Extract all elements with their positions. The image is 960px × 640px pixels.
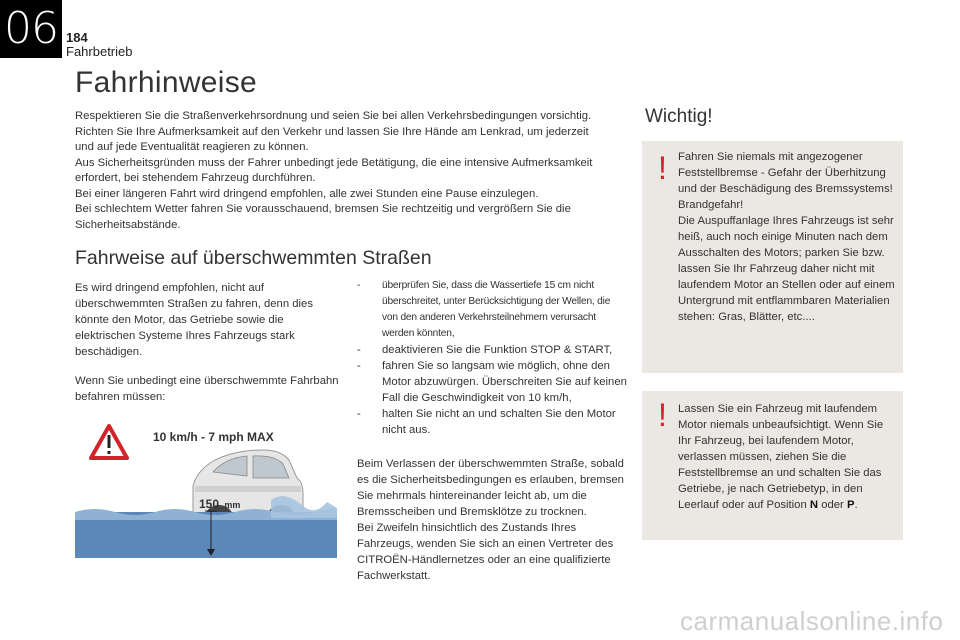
list-item-text: überprüfen Sie, dass die Wassertiefe 15 cm nicht überschreitet, unter Berücksichtigung der Wellen, die von den anderen Verkehrsteilnehmern verursacht werden könnten,	[382, 280, 611, 339]
flood-left-column	[75, 280, 345, 418]
list-item-text: halten Sie nicht an und schalten Sie den Motor nicht aus.	[382, 408, 616, 436]
flood-condition-text: Wenn Sie unbedingt eine überschwemmte Fahrbahn befahren müssen:	[75, 375, 339, 403]
warning-text-or: oder	[821, 499, 844, 511]
intro-line: Richten Sie Ihre Aufmerksamkeit auf den Verkehr und lassen Sie Ihre Hände am Lenkrad, um jederzeit	[75, 125, 589, 138]
warning-text-body: Lassen Sie ein Fahrzeug mit laufendem Motor niemals unbeaufsichtigt. Wenn Sie Ihr Fahrzeug, bei laufendem Motor, verlassen müssen, ziehen Sie die Feststellbremse an und schalten Sie das Getriebe, je nach Getriebetyp, in den Leerlauf oder auf Position	[678, 403, 884, 511]
flooded-road-illustration	[75, 420, 337, 558]
depth-value: 150	[199, 497, 220, 511]
list-item	[357, 342, 627, 358]
svg-text:150 mm	[199, 497, 240, 511]
exclamation-icon: !	[658, 397, 667, 433]
list-item	[357, 358, 627, 406]
gear-position-n: N	[809, 499, 819, 511]
watermark: carmanualsonline.info	[680, 606, 944, 636]
page-number: 184	[66, 30, 88, 45]
warning-box-parking-brake	[642, 141, 903, 373]
intro-line: Respektieren Sie die Straßenverkehrsordnung und seien Sie bei allen Verkehrsbedingungen vorsichtig.	[75, 110, 592, 122]
flood-right-column	[357, 278, 627, 584]
intro-line: Bei schlechtem Wetter fahren Sie vorausschauend, bremsen Sie rechtzeitig und vergrößern Sie die	[75, 203, 571, 215]
depth-unit: mm	[224, 500, 241, 510]
list-dash: -	[357, 408, 361, 420]
intro-line: erfordert, bei stehendem Fahrzeug durchführen.	[75, 172, 316, 184]
list-item-text: fahren Sie so langsam wie möglich, ohne den Motor abzuwürgen. Überschreiten Sie auf keinen Fall die Geschwindigkeit von 10 km/h,	[382, 360, 627, 404]
exclamation-icon: !	[658, 150, 667, 186]
section-label: Fahrbetrieb	[66, 44, 133, 59]
list-item	[357, 278, 627, 342]
intro-paragraph	[75, 109, 635, 233]
warning-box-unattended	[642, 391, 903, 540]
warning-text	[678, 401, 896, 513]
chapter-number-tab: 06	[0, 0, 62, 58]
warning-text-end: .	[854, 499, 858, 511]
list-dash: -	[357, 360, 361, 372]
intro-line: Bei einer längeren Fahrt wird dringend empfohlen, alle zwei Stunden eine Pause einzulegen.	[75, 187, 539, 200]
flood-instructions-list	[357, 278, 627, 438]
intro-line: und auf jede Eventualität reagieren zu können.	[75, 141, 309, 153]
flood-intro-text: Es wird dringend empfohlen, nicht auf überschwemmten Straßen zu fahren, denn dies könnte den Motor, das Getriebe sowie die elektrischen Systeme Ihres Fahrzeugs stark beschädigen.	[75, 282, 313, 358]
list-dash: -	[357, 344, 361, 356]
list-item	[357, 406, 627, 438]
flood-section-heading: Fahrweise auf überschwemmten Straßen	[75, 247, 432, 269]
list-dash: -	[357, 280, 361, 291]
intro-line: Aus Sicherheitsgründen muss der Fahrer unbedingt jede Betätigung, die eine intensive Aufmerksamkeit	[75, 156, 593, 169]
page-title: Fahrhinweise	[75, 66, 258, 99]
list-item-text: deaktivieren Sie die Funktion STOP & START,	[382, 344, 613, 356]
gear-position-p: P	[846, 499, 855, 511]
important-heading: Wichtig!	[645, 106, 713, 127]
warning-text: Fahren Sie niemals mit angezogener Feststellbremse - Gefahr der Überhitzung und der Beschädigung des Bremssystems! Brandgefahr! Die Auspuffanlage Ihres Fahrzeugs ist sehr heiß, auch noch einige Minuten nach dem Ausschalten des Motors; parken Sie bzw. lassen Sie Ihr Fahrzeug daher nicht mit laufendem Motor an Stellen oder auf einem Untergrund mit entflammbaren Materialien stehen: Gras, Blätter, etc....	[678, 151, 895, 323]
speed-limit-text: 10 km/h - 7 mph MAX	[153, 430, 274, 444]
warning-triangle-icon	[91, 426, 127, 458]
after-flood-text: Beim Verlassen der überschwemmten Straße, sobald es die Sicherheitsbedingungen es erlauben, bremsen Sie mehrmals hintereinander leicht ab, um die Bremsscheiben und Bremsklötze zu trocknen. Bei Zweifeln hinsichtlich des Zustands Ihres Fahrzeugs, wenden Sie sich an einen Vertreter des CITROËN-Händlernetzes oder an eine qualifizierte Fachwerkstatt.	[357, 458, 624, 582]
intro-line: Sicherheitsabstände.	[75, 218, 181, 231]
